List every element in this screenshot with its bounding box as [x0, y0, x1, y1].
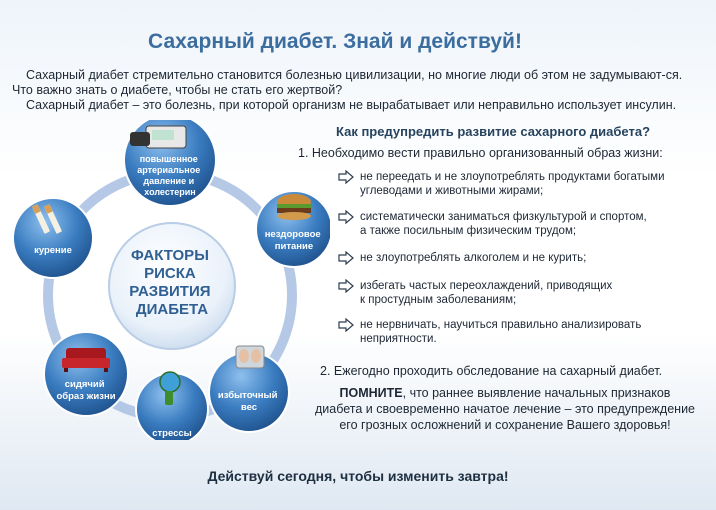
list-item: не переедать и не злоупотреблять продуктами богатыми углеводами и животными жирами; — [338, 170, 708, 198]
intro-paragraph-1: Сахарный диабет стремительно становится болезнью цивилизации, но многие люди об этом не задумывают-ся. Что важно знать о диабете, чтобы не стать его жертвой? — [12, 68, 683, 97]
remember-note: ПОМНИТЕ, что раннее выявление начальных признаков диабета и своевременно начатое лечение – это предупреждение его грозных осложнений и сохранение Вашего здоровья! — [314, 386, 696, 432]
factor-smoking — [13, 198, 93, 278]
point-1: 1. Необходимо вести правильно организованный образ жизни: — [298, 146, 663, 160]
list-item: избегать частых переохлаждений, приводящих к простудным заболеваниям; — [338, 279, 708, 307]
svg-text:нездоровое питание: нездоровое питание — [264, 229, 321, 252]
svg-text:избыточный вес: избыточный вес — [217, 390, 278, 413]
center-label-4: ДИАБЕТА — [135, 301, 209, 318]
svg-text:ФАКТОРЫ РИСКА РАЗВИТИЯ — [129, 247, 214, 318]
risk-factors-diagram — [0, 120, 330, 440]
scale-icon — [236, 346, 264, 368]
svg-text:стрессы: стрессы — [152, 428, 192, 439]
arrow-right-icon — [338, 318, 354, 332]
page-title: Сахарный диабет. Знай и действуй! — [148, 30, 522, 53]
factor-nutrition — [256, 191, 330, 267]
list-item: систематически заниматься физкультурой и спортом, а также посильным физическим трудом; — [338, 210, 708, 238]
factor-sedentary — [44, 332, 128, 416]
arrow-right-icon — [338, 170, 354, 184]
svg-text:повышенное артериальное: повышенное артериальное давление и холестерин — [137, 154, 201, 197]
list-item: не злоупотреблять алкоголем и не курить; — [338, 251, 708, 265]
factor-stress — [136, 372, 208, 440]
intro-paragraph-2: Сахарный диабет – это болезнь, при которой организм не вырабатывает или неправильно использует инсулин. — [26, 98, 677, 112]
center-label-1: ФАКТОРЫ — [130, 247, 209, 264]
center-label-3: РАЗВИТИЯ — [129, 283, 211, 300]
factor-pressure — [124, 120, 216, 206]
arrow-right-icon — [338, 279, 354, 293]
prevention-heading: Как предупредить развитие сахарного диабета? — [336, 124, 651, 139]
svg-text:курение: курение — [34, 245, 72, 256]
arrow-right-icon — [338, 210, 354, 224]
burger-icon — [277, 194, 311, 220]
intro-text — [12, 68, 706, 113]
center-label-2: РИСКА — [144, 265, 196, 282]
footer-slogan: Действуй сегодня, чтобы изменить завтра! — [207, 468, 509, 484]
point-2: 2. Ежегодно проходить обследование на сахарный диабет. — [320, 364, 663, 378]
arrow-right-icon — [338, 251, 354, 265]
svg-text:сидячий образ жизни: сидячий образ жизни — [56, 379, 116, 402]
list-item: не нервничать, научиться правильно анализировать неприятности. — [338, 318, 708, 346]
